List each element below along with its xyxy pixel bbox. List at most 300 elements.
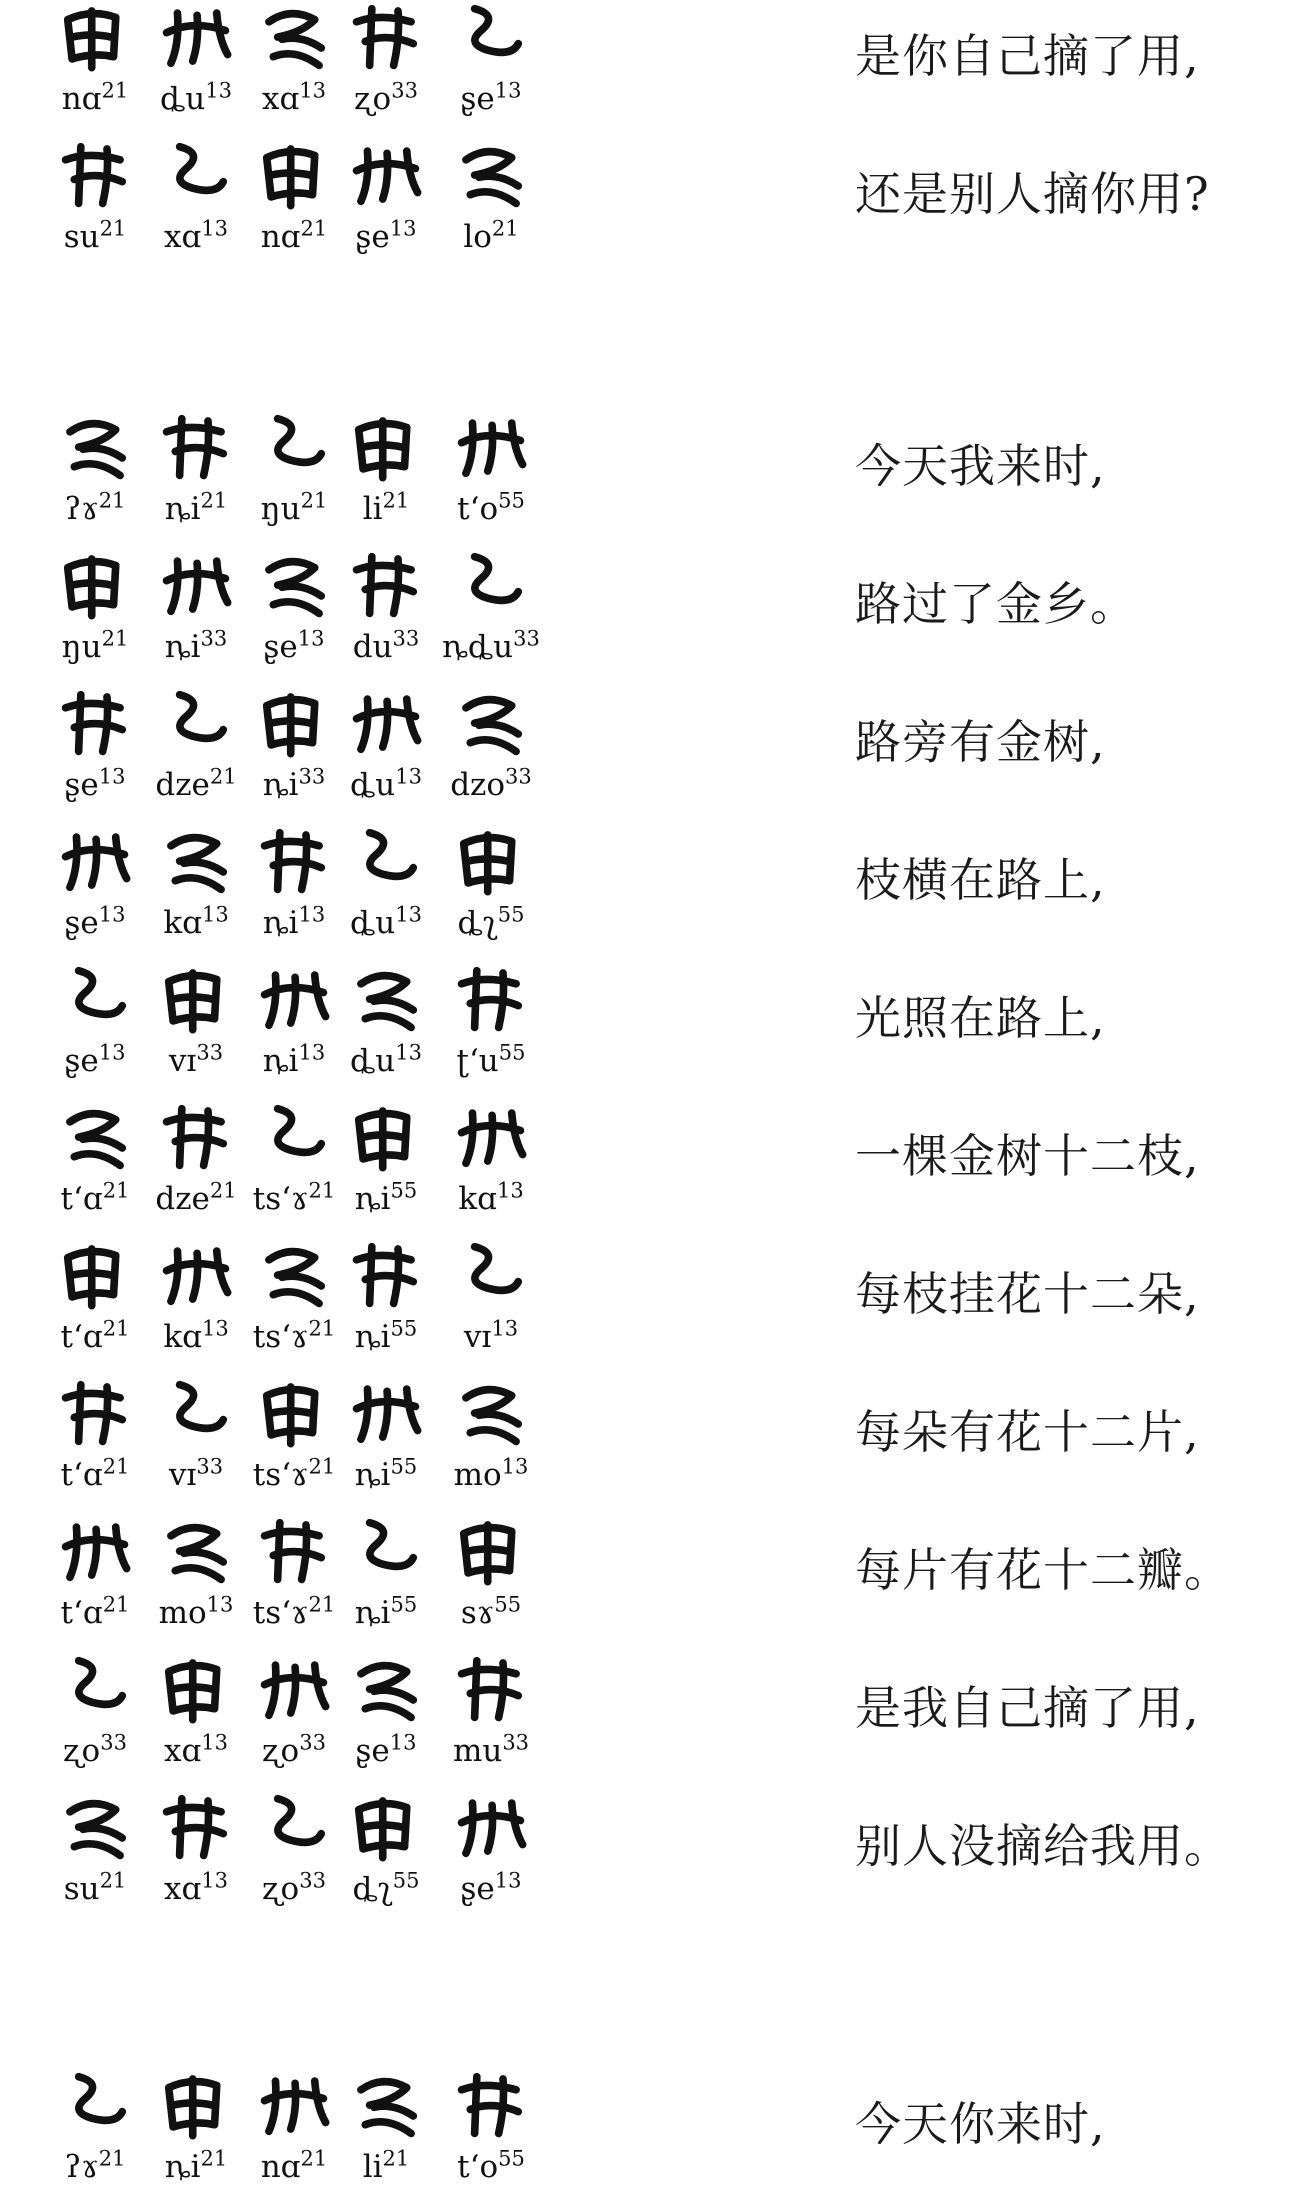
dongba-glyph-icon (52, 1238, 138, 1318)
syllable-base: ȡʅ (457, 905, 498, 941)
dongba-glyph-icon (432, 1652, 550, 1732)
verse-line (0, 2068, 1312, 2198)
tone-number: 21 (99, 1868, 127, 1893)
tone-number: 21 (382, 2146, 410, 2171)
dongba-glyph-icon (340, 0, 432, 80)
syllable (246, 1790, 342, 1906)
verse-line (0, 138, 1312, 268)
tone-number: 33 (392, 626, 420, 651)
dongba-glyph-icon (246, 548, 342, 628)
dongba-glyph-icon (52, 1652, 138, 1732)
syllable (148, 1238, 244, 1354)
tone-number: 21 (98, 2146, 126, 2171)
verse-line (0, 1514, 1312, 1644)
syllable (246, 962, 342, 1078)
syllable (52, 548, 138, 664)
romanization (148, 2146, 244, 2185)
dongba-glyph-icon (246, 962, 342, 1042)
dongba-glyph-icon (52, 1376, 138, 1456)
syllable (246, 1652, 342, 1768)
syllable (340, 962, 432, 1078)
chinese-translation: 光照在路上, (855, 991, 1106, 1045)
syllable-base: mu (452, 1733, 503, 1769)
romanization (246, 1592, 342, 1631)
tone-number: 13 (299, 78, 327, 103)
tone-number: 33 (299, 1868, 326, 1893)
dongba-glyph-icon (340, 1652, 432, 1732)
syllable-base: dze (155, 1181, 210, 1217)
romanization (432, 1040, 550, 1079)
tone-number: 13 (201, 1730, 229, 1755)
romanization (148, 216, 244, 255)
romanization (52, 1592, 138, 1631)
dongba-glyph-icon (340, 686, 432, 766)
chinese-translation: 是你自己摘了用, (855, 29, 1200, 83)
dongba-glyph-icon (340, 410, 432, 490)
chinese-translation: 是我自己摘了用, (855, 1681, 1200, 1735)
syllable-base: ȵi (354, 1595, 391, 1631)
tone-number: 21 (209, 1178, 237, 1203)
dongba-glyph-icon (432, 1238, 550, 1318)
tone-number: 13 (494, 78, 522, 103)
dongba-glyph-icon (340, 962, 432, 1042)
syllable-base: ʂe (64, 1043, 99, 1079)
syllable (246, 410, 342, 526)
dongba-glyph-icon (52, 962, 138, 1042)
dongba-glyph-icon (148, 138, 244, 218)
romanization (52, 1316, 138, 1355)
syllable (246, 1514, 342, 1630)
romanization (52, 902, 138, 941)
dongba-glyph-icon (246, 410, 342, 490)
syllable (432, 1652, 550, 1768)
tone-number: 33 (505, 764, 532, 789)
syllable (148, 686, 244, 802)
tone-number: 21 (308, 1592, 336, 1617)
dongba-glyph-icon (52, 686, 138, 766)
syllable (148, 1790, 244, 1906)
dongba-glyph-icon (148, 1238, 244, 1318)
romanization (246, 1730, 342, 1769)
syllable (246, 1238, 342, 1354)
tone-number: 13 (98, 1040, 126, 1065)
dongba-glyph-icon (52, 824, 138, 904)
tone-number: 13 (98, 902, 126, 927)
romanization (246, 2146, 342, 2185)
verse-line (0, 824, 1312, 954)
syllable (148, 138, 244, 254)
syllable (52, 1514, 138, 1630)
dongba-glyph-icon (432, 1376, 550, 1456)
syllable-base: ȵi (164, 2149, 201, 2185)
romanization (340, 1178, 432, 1217)
syllable (340, 0, 432, 116)
syllable-base: ȵi (354, 1181, 391, 1217)
syllable-base: kɑ (458, 1181, 497, 1217)
romanization (148, 1316, 244, 1355)
tone-number: 33 (502, 1730, 530, 1755)
dongba-glyph-icon (52, 1514, 138, 1594)
tone-number: 21 (102, 1592, 130, 1617)
dongba-glyph-icon (340, 1376, 432, 1456)
verse-line (0, 962, 1312, 1092)
romanization (246, 1454, 342, 1493)
dongba-glyph-icon (432, 2068, 550, 2148)
syllable (340, 1514, 432, 1630)
syllable-base: ʈʻu (456, 1043, 499, 1079)
syllable-base: tʻɑ (60, 1595, 103, 1631)
syllable-base: ȡu (350, 1043, 396, 1079)
tone-number: 13 (201, 216, 229, 241)
dongba-glyph-icon (340, 1238, 432, 1318)
tone-number: 21 (300, 216, 328, 241)
syllable-base: sɤ (460, 1595, 495, 1631)
romanization (432, 216, 550, 255)
syllable-base: ȵi (262, 767, 299, 803)
dongba-glyph-icon (432, 410, 550, 490)
syllable-base: ʂe (460, 81, 495, 117)
syllable-base: vɪ (463, 1319, 492, 1355)
syllable (432, 1100, 550, 1216)
syllable-base: xɑ (163, 1733, 202, 1769)
tone-number: 33 (391, 78, 418, 103)
syllable (246, 824, 342, 940)
syllable (148, 1376, 244, 1492)
dongba-glyph-icon (432, 0, 550, 80)
syllable (340, 2068, 432, 2184)
syllable-base: nɑ (260, 2149, 301, 2185)
syllable-base: ʂe (355, 1733, 390, 1769)
syllable-base: ȵi (354, 1457, 391, 1493)
syllable (246, 0, 342, 116)
chinese-translation: 今天我来时, (855, 439, 1106, 493)
verse-line (0, 1652, 1312, 1782)
romanization (148, 1730, 244, 1769)
romanization (340, 1592, 432, 1631)
syllable-base: ʐo (262, 1733, 300, 1769)
romanization (148, 1040, 244, 1079)
tone-number: 21 (98, 488, 126, 513)
syllable (148, 962, 244, 1078)
syllable (148, 0, 244, 116)
romanization (52, 78, 138, 117)
tone-number: 55 (497, 902, 525, 927)
syllable (432, 0, 550, 116)
tone-number: 13 (494, 1868, 522, 1893)
chinese-translation: 每片有花十二瓣。 (855, 1543, 1231, 1597)
syllable-base: nɑ (61, 81, 102, 117)
dongba-glyph-icon (432, 1514, 550, 1594)
romanization (340, 1730, 432, 1769)
romanization (246, 216, 342, 255)
tone-number: 55 (498, 1040, 526, 1065)
tone-number: 21 (300, 488, 328, 513)
tone-number: 13 (389, 1730, 417, 1755)
syllable (52, 1100, 138, 1216)
syllable-base: dzo (450, 767, 506, 803)
syllable (246, 548, 342, 664)
romanization (52, 216, 138, 255)
syllable-base: tʻɑ (60, 1181, 103, 1217)
syllable (340, 410, 432, 526)
syllable-base: ȵi (262, 905, 299, 941)
syllable (432, 1238, 550, 1354)
romanization (432, 1868, 550, 1907)
syllable-base: mo (158, 1595, 207, 1631)
syllable-base: ʂe (460, 1871, 495, 1907)
dongba-glyph-icon (340, 1100, 432, 1180)
syllable (340, 1100, 432, 1216)
dongba-glyph-icon (246, 1790, 342, 1870)
dongba-glyph-icon (432, 962, 550, 1042)
dongba-glyph-icon (246, 2068, 342, 2148)
chinese-translation: 今天你来时, (855, 2097, 1106, 2151)
tone-number: 13 (395, 902, 422, 927)
tone-number: 21 (300, 2146, 328, 2171)
dongba-glyph-icon (246, 824, 342, 904)
syllable-base: tʻɑ (60, 1319, 103, 1355)
romanization (148, 1592, 244, 1631)
syllable-base: ʂe (64, 767, 99, 803)
romanization (148, 488, 244, 527)
tone-number: 33 (196, 1040, 224, 1065)
syllable (432, 2068, 550, 2184)
syllable-base: su (63, 219, 100, 255)
romanization (340, 1040, 432, 1079)
syllable-base: ʐo (354, 81, 392, 117)
syllable-base: ȵi (262, 1043, 299, 1079)
tone-number: 33 (100, 1730, 127, 1755)
romanization (52, 626, 138, 665)
dongba-glyph-icon (246, 1376, 342, 1456)
syllable-base: ʔɤ (64, 2149, 99, 2185)
syllable (246, 686, 342, 802)
syllable (432, 1376, 550, 1492)
dongba-glyph-icon (340, 1514, 432, 1594)
chinese-translation: 每朵有花十二片, (855, 1405, 1200, 1459)
dongba-glyph-icon (246, 1100, 342, 1180)
tone-number: 21 (209, 764, 237, 789)
chinese-translation: 每枝挂花十二朵, (855, 1267, 1200, 1321)
syllable-base: ȵi (354, 1319, 391, 1355)
verse-line (0, 1100, 1312, 1230)
syllable (340, 548, 432, 664)
syllable-base: ȡu (350, 905, 396, 941)
tone-number: 21 (99, 216, 127, 241)
syllable-base: ȡʅ (352, 1871, 393, 1907)
dongba-glyph-icon (52, 1790, 138, 1870)
dongba-glyph-icon (148, 1790, 244, 1870)
syllable-base: tʻo (457, 491, 499, 527)
dongba-glyph-icon (52, 548, 138, 628)
syllable (432, 1790, 550, 1906)
romanization (432, 764, 550, 803)
romanization (432, 1454, 550, 1493)
syllable-base: ȡu (350, 767, 396, 803)
romanization (432, 1730, 550, 1769)
dongba-glyph-icon (148, 686, 244, 766)
dongba-glyph-icon (340, 1790, 432, 1870)
romanization (340, 1454, 432, 1493)
syllable-base: tsʻɤ (252, 1457, 309, 1493)
syllable (432, 410, 550, 526)
tone-number: 21 (308, 1178, 336, 1203)
romanization (432, 2146, 550, 2185)
romanization (432, 78, 550, 117)
tone-number: 21 (491, 216, 519, 241)
tone-number: 55 (498, 488, 525, 513)
tone-number: 55 (392, 1868, 420, 1893)
romanization (52, 1454, 138, 1493)
tone-number: 13 (395, 764, 422, 789)
syllable (52, 686, 138, 802)
dongba-glyph-icon (340, 2068, 432, 2148)
syllable (340, 1790, 432, 1906)
syllable-base: ʂe (355, 219, 390, 255)
dongba-glyph-icon (246, 686, 342, 766)
dongba-glyph-icon (148, 0, 244, 80)
dongba-glyph-icon (432, 548, 550, 628)
dongba-glyph-icon (340, 548, 432, 628)
syllable (246, 2068, 342, 2184)
tone-number: 13 (389, 216, 417, 241)
syllable-base: xɑ (163, 1871, 202, 1907)
tone-number: 21 (200, 488, 228, 513)
tone-number: 13 (491, 1316, 519, 1341)
romanization (432, 626, 550, 665)
syllable-base: ʐo (262, 1871, 300, 1907)
dongba-glyph-icon (52, 410, 138, 490)
syllable-base: lo (463, 219, 492, 255)
tone-number: 13 (395, 1040, 422, 1065)
syllable-base: nɑ (260, 219, 301, 255)
romanization (148, 1868, 244, 1907)
romanization (52, 488, 138, 527)
syllable-base: du (352, 629, 393, 665)
syllable-base: ȵi (164, 491, 201, 527)
romanization (246, 1040, 342, 1079)
syllable-base: li (362, 491, 383, 527)
syllable (246, 1100, 342, 1216)
syllable-base: ȵȡu (442, 629, 514, 665)
romanization (340, 626, 432, 665)
dongba-glyph-icon (148, 1652, 244, 1732)
tone-number: 21 (200, 2146, 228, 2171)
syllable (148, 2068, 244, 2184)
syllable-base: su (63, 1871, 100, 1907)
syllable (52, 410, 138, 526)
dongba-glyph-icon (432, 824, 550, 904)
tone-number: 13 (206, 1592, 234, 1617)
tone-number: 13 (496, 1178, 524, 1203)
tone-number: 21 (308, 1316, 336, 1341)
romanization (340, 1316, 432, 1355)
syllable (340, 1238, 432, 1354)
syllable-base: dze (155, 767, 210, 803)
tone-number: 21 (382, 488, 410, 513)
tone-number: 13 (297, 626, 325, 651)
syllable (148, 548, 244, 664)
romanization (340, 902, 432, 941)
syllable (340, 824, 432, 940)
syllable (432, 548, 550, 664)
chinese-translation: 枝横在路上, (855, 853, 1106, 907)
syllable-base: xɑ (261, 81, 300, 117)
syllable (246, 1376, 342, 1492)
syllable-base: mo (453, 1457, 502, 1493)
syllable (52, 2068, 138, 2184)
verse-line (0, 1376, 1312, 1506)
chinese-translation: 路过了金乡。 (855, 577, 1137, 631)
tone-number: 21 (308, 1454, 336, 1479)
dongba-glyph-icon (148, 1100, 244, 1180)
romanization (246, 1316, 342, 1355)
romanization (52, 1868, 138, 1907)
syllable (432, 1514, 550, 1630)
romanization (148, 1178, 244, 1217)
romanization (340, 488, 432, 527)
dongba-glyph-icon (432, 686, 550, 766)
dongba-glyph-icon (432, 1100, 550, 1180)
tone-number: 21 (102, 1316, 130, 1341)
syllable-base: vɪ (168, 1457, 197, 1493)
syllable (52, 0, 138, 116)
tone-number: 55 (390, 1178, 418, 1203)
syllable-base: tʻo (457, 2149, 499, 2185)
syllable (52, 824, 138, 940)
syllable-base: xɑ (163, 219, 202, 255)
dongba-glyph-icon (148, 824, 244, 904)
syllable-base: vɪ (168, 1043, 197, 1079)
tone-number: 55 (390, 1454, 418, 1479)
tone-number: 21 (102, 1178, 130, 1203)
dongba-glyph-icon (148, 548, 244, 628)
chinese-translation: 路旁有金树, (855, 715, 1106, 769)
tone-number: 33 (299, 1730, 326, 1755)
dongba-glyph-icon (52, 1100, 138, 1180)
romanization (246, 1868, 342, 1907)
dongba-glyph-icon (246, 1652, 342, 1732)
tone-number: 13 (205, 78, 232, 103)
romanization (148, 626, 244, 665)
tone-number: 33 (196, 1454, 224, 1479)
verse-line (0, 410, 1312, 540)
tone-number: 55 (390, 1316, 418, 1341)
syllable-base: tʻɑ (60, 1457, 103, 1493)
verse-line (0, 1238, 1312, 1368)
syllable-base: ʔɤ (64, 491, 99, 527)
syllable (432, 824, 550, 940)
syllable (432, 962, 550, 1078)
romanization (246, 764, 342, 803)
chinese-translation: 还是别人摘你用? (855, 167, 1210, 221)
syllable (340, 686, 432, 802)
syllable (52, 1238, 138, 1354)
verse-line (0, 1790, 1312, 1920)
verse-line (0, 686, 1312, 816)
chinese-translation: 别人没摘给我用。 (855, 1819, 1231, 1873)
romanization (246, 1178, 342, 1217)
syllable (52, 1376, 138, 1492)
tone-number: 13 (98, 764, 126, 789)
romanization (246, 902, 342, 941)
romanization (432, 1592, 550, 1631)
romanization (340, 1868, 432, 1907)
syllable-base: tsʻɤ (252, 1181, 309, 1217)
romanization (148, 1454, 244, 1493)
dongba-glyph-icon (246, 1238, 342, 1318)
romanization (432, 1316, 550, 1355)
